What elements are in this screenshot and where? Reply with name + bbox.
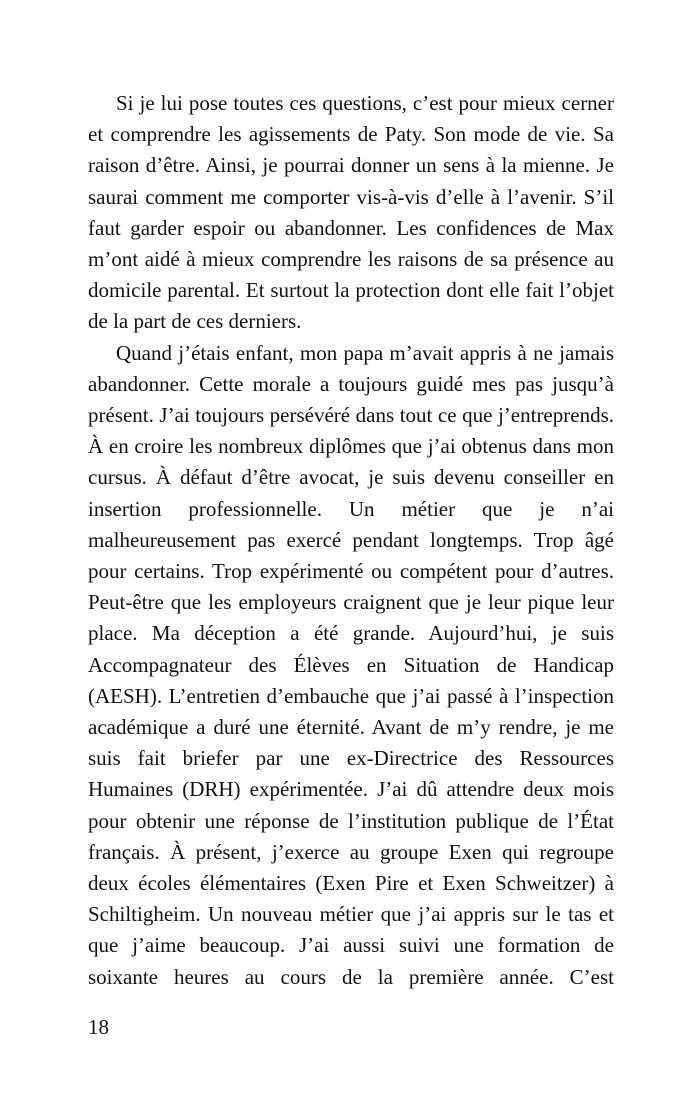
- paragraph-1: Si je lui pose toutes ces questions, c’est pour mieux cerner et comprendre les agissements de Paty. Son mode de vie. Sa raison d’être. Ainsi, je pourrai donner un sens à la mienne. Je saurai comment me comporter vis-à-vis d’elle à l’avenir. S’il faut garder espoir ou abandonner. Les confidences de Max m’ont aidé à mieux comprendre les raisons de sa présence au domicile parental. Et surtout la protection dont elle fait l’objet de la part de ces derniers.: [88, 91, 614, 334]
- page-number: 18: [88, 1015, 109, 1039]
- body-text: [88, 88, 614, 993]
- paragraph-2: Quand j’étais enfant, mon papa m’avait appris à ne jamais abandonner. Cette morale a toujours guidé mes pas jusqu’à présent. J’ai toujours persévéré dans tout ce que j’entreprends. À en croire les nombreux diplômes que j’ai obtenus dans mon cursus. À défaut d’être avocat, je suis devenu conseiller en insertion professionnelle. Un métier que je n’ai malheureusement pas exercé pendant longtemps. Trop âgé pour certains. Trop expérimenté ou compétent pour d’autres. Peut-être que les employeurs craignent que je leur pique leur place. Ma déception a été grande. Aujourd’hui, je suis Accompagnateur des Élèves en Situation de Handicap (AESH). L’entretien d’embauche que j’ai passé à l’inspection académique a duré une éternité. Avant de m’y rendre, je me suis fait briefer par une ex-Directrice des Ressources Humaines (DRH) expérimentée. J’ai dû attendre deux mois pour obtenir une réponse de l’institution publique de l’État français. À présent, j’exerce au groupe Exen qui regroupe deux écoles élémentaires (Exen Pire et Exen Schweitzer) à Schiltigheim. Un nouveau métier que j’ai appris sur le tas et que j’aime beaucoup. J’ai aussi suivi une formation de soixante heures au cours de la première année. C’est: [88, 340, 614, 989]
